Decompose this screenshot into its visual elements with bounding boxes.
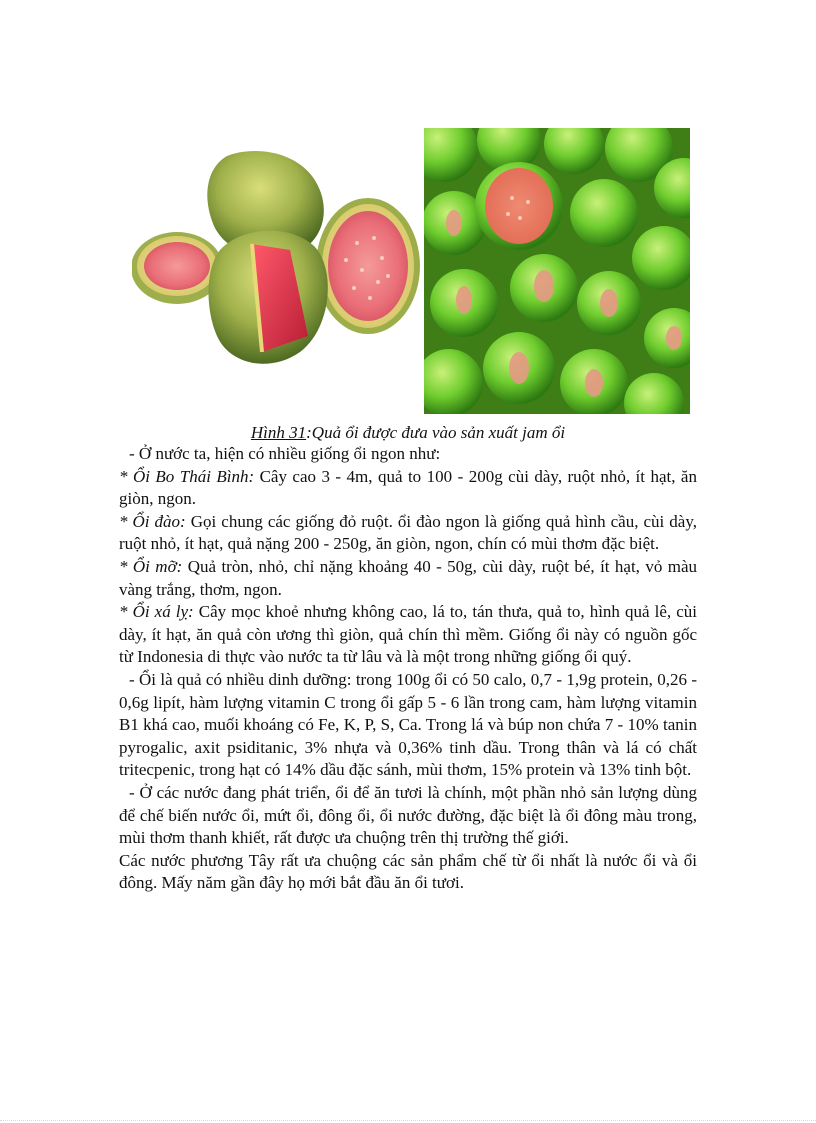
variety-oi-dao bbox=[119, 511, 697, 556]
guava-cut-photo bbox=[132, 138, 420, 374]
variety-name: * Ổi Bo Thái Bình: bbox=[119, 466, 255, 486]
variety-name: * Ổi mỡ: bbox=[119, 556, 183, 576]
variety-description: Gọi chung các giống đỏ ruột. ổi đào ngon là giống quả hình cầu, cùi dày, ruột nhỏ, ít hạt, quả nặng 200 - 250g, ăn giòn, ngon, chín có mùi thơm đặc biệt. bbox=[119, 511, 697, 554]
guava-pile-photo bbox=[424, 128, 690, 414]
intro-paragraph: - Ở nước ta, hiện có nhiều giống ổi ngon như: bbox=[129, 444, 441, 463]
figure-label: Hình 31 bbox=[250, 423, 307, 442]
western-countries-paragraph: Các nước phương Tây rất ưa chuộng các sản phẩm chế từ ổi nhất là nước ổi và ổi đông. Mấy năm gần đây họ mới bắt đầu ăn ổi tươi. bbox=[119, 850, 697, 893]
body-text bbox=[119, 443, 697, 895]
variety-oi-mo bbox=[119, 556, 697, 601]
variety-description: Cây cao 3 - 4m, quả to 100 - 200g cùi dày, ruột nhỏ, ít hạt, ăn giòn, ngon. bbox=[119, 466, 697, 509]
variety-oi-xa-ly bbox=[119, 601, 697, 669]
figure-caption: Hình 31:Quả ổi được đưa vào sản xuất jam ổi bbox=[250, 423, 566, 442]
nutrition-paragraph: - Ổi là quả có nhiều dinh dưỡng: trong 100g ổi có 50 calo, 0,7 - 1,9g protein, 0,26 - 0,6g lipít, hàm lượng vitamin C trong ổi gấp 5 - 6 lần trong cam, hàm lượng vitamin B1 khá cao, muối khoáng có Fe, K, P, S, Ca. Trong lá và búp non chứa 7 - 10% tanin pyrogalic, axit psiditanic, 3% nhựa và 0,36% tinh dầu. Trong thân và lá có chất tritecpenic, trong hạt có 14% dầu đặc sánh, mùi thơm, 15% protein và 13% tinh bột. bbox=[119, 669, 697, 780]
variety-name: * Ổi xá lỵ: bbox=[119, 602, 194, 622]
variety-name: * Ổi đào: bbox=[119, 511, 186, 531]
developing-countries-paragraph: - Ở các nước đang phát triển, ổi để ăn tươi là chính, một phần nhỏ sản lượng dùng để chế biến nước ổi, mứt ổi, đông ổi, ổi nước đường, đặc biệt là ổi đông màu trong, mùi thơm thanh khiết, rất được ưa chuộng trên thị trường thế giới. bbox=[119, 782, 697, 848]
figure-text: Quả ổi được đưa vào sản xuất jam ổi bbox=[311, 423, 566, 442]
guava-cut-illustration bbox=[132, 138, 420, 374]
page-bottom-rule bbox=[0, 1120, 816, 1121]
variety-bo-thai-binh bbox=[119, 466, 697, 511]
variety-description: Quả tròn, nhỏ, chỉ nặng khoảng 40 - 50g, cùi dày, ruột bé, ít hạt, vỏ màu vàng trắng, thơm, ngon. bbox=[119, 556, 698, 599]
variety-description: Cây mọc khoẻ nhưng không cao, lá to, tán thưa, quả to, hình quả lê, cùi dày, ít hạt, ăn quả còn ương thì giòn, quả chín thì mềm. Giống ổi này có nguồn gốc từ Indonesia di thực vào nước ta từ lâu và là một trong những giống ổi quý. bbox=[119, 602, 697, 667]
guava-pile-illustration bbox=[424, 128, 690, 414]
